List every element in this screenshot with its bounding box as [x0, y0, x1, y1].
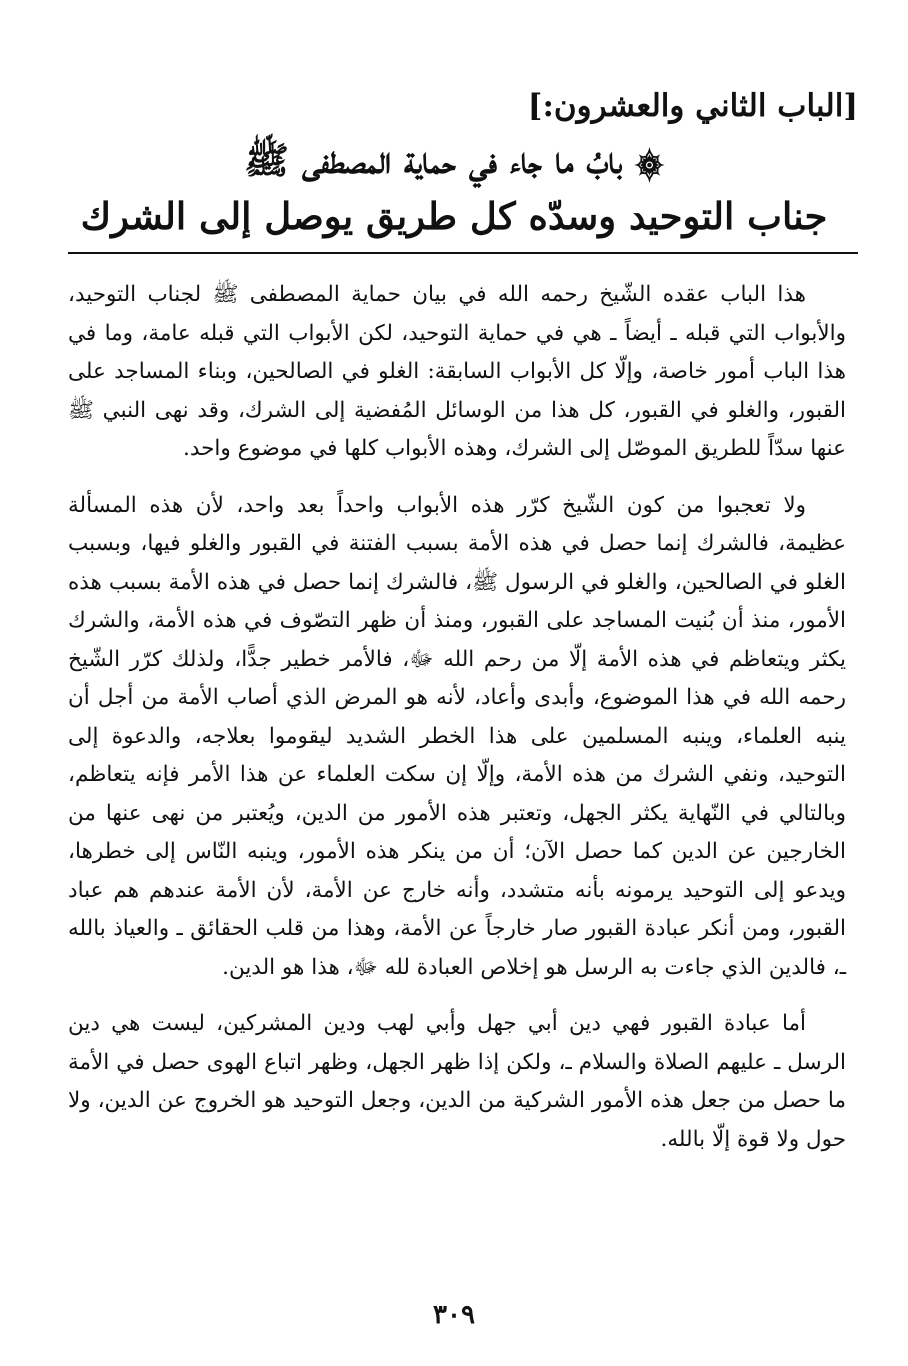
body-text: [68, 276, 846, 1159]
page-number: ٣٠٩: [433, 1300, 475, 1330]
chapter-label: [الباب الثاني والعشرون:]: [527, 88, 858, 124]
paragraph-3: أما عبادة القبور فهي دين أبي جهل وأبي لهب ودين المشركين، ليست هي دين الرسل ـ عليهم الصلاة والسلام ـ، ولكن إذا ظهر الجهل، وظهر اتباع الهوى حصل في الأمة ما حصل من جعل هذه الأمور الشركية من الدين، وجعل التوحيد هو الخروج عن الدين، ولا حول ولا قوة إلّا بالله.: [68, 1011, 846, 1152]
chapter-title-line-2: جناب التوحيد وسدّه كل طريق يوصل إلى الشرك: [80, 194, 828, 238]
paragraph-1: هذا الباب عقده الشّيخ رحمه الله في بيان حماية المصطفى ﷺ لجناب التوحيد، والأبواب التي قبله ـ أيضاً ـ هي في حماية التوحيد، لكن الأبواب التي قبله عامة، وما في هذا الباب أمور خاصة، وإلّا كل الأبواب السابقة: الغلو في الصالحين، وبناء المساجد على القبور، والغلو في القبور، كل هذا من الوسائل المُفضية إلى الشرك، وقد نهى النبي ﷺ عنها سدّاً للطريق الموصّل إلى الشرك، وهذه الأبواب كلها في موضوع واحد.: [68, 282, 846, 461]
paragraph-2: ولا تعجبوا من كون الشّيخ كرّر هذه الأبواب واحداً بعد واحد، لأن هذه المسألة عظيمة، فالشرك إنما حصل في هذه الأمة بسبب الفتنة في القبور والغلو فيها، وبسبب الغلو في الصالحين، والغلو في الرسول ﷺ، فالشرك إنما حصل في هذه الأمة بسبب هذه الأمور، منذ أن بُنيت المساجد على القبور، ومنذ أن ظهر التصّوف في هذه الأمة، والشرك يكثر ويتعاظم في هذه الأمة إلّا من رحم الله ﷻ، فالأمر خطير جدًّا، ولذلك كرّر الشّيخ رحمه الله في هذا الموضوع، وأبدى وأعاد، لأنه هو المرض الذي أصاب الأمة من أجل أن ينبه العلماء، وينبه المسلمين على هذا الخطر الشديد ليقوموا بعلاجه، والدعوة إلى التوحيد، ونفي الشرك من هذه الأمة، وإلّا إن سكت العلماء عن هذا الأمر فإنه يتعاظم، وبالتالي في النّهاية يكثر الجهل، وتعتبر هذه الأمور من الدين، ويُعتبر من نهى عنها من الخارجين عن الدين كما حصل الآن؛ أن من ينكر هذه الأمور، وينبه النّاس إلى خطرها، ويدعو إلى التوحيد يرمونه بأنه متشدد، وأنه خارج عن الأمة، لأن الأمة عندهم هم عباد القبور، ومن أنكر عبادة القبور صار خارجاً عن الأمة، وهذا من قلب الحقائق ـ والعياذ بالله ـ، فالدين الذي جاءت به الرسل هو إخلاص العبادة لله ﷻ، هذا هو الدين.: [68, 492, 846, 980]
chapter-title-line-1: ۞ بابُ ما جاء في حماية المصطفى ﷺ: [244, 138, 664, 182]
title-divider: [68, 252, 858, 254]
